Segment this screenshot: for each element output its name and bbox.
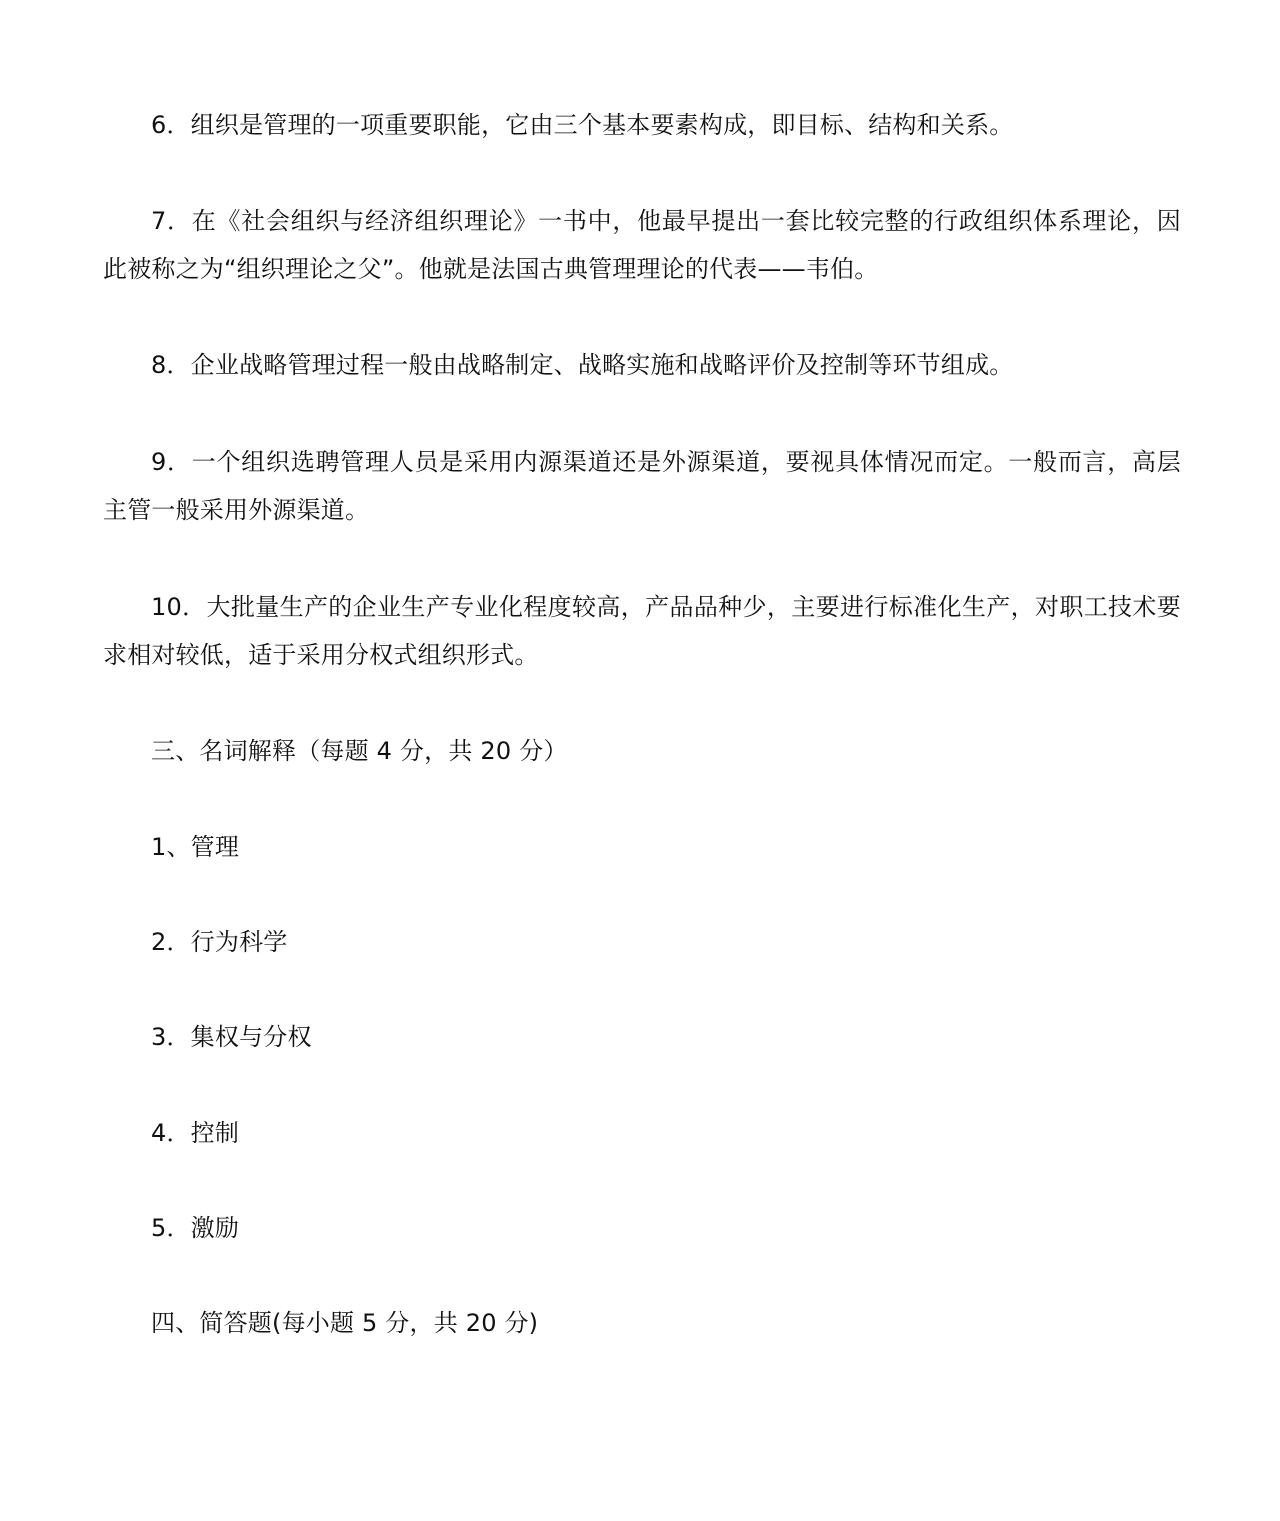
statement-7: 7．在《社会组织与经济组织理论》一书中，他最早提出一套比较完整的行政组织体系理论，因此被称之为“组织理论之父”。他就是法国古典管理理论的代表——韦伯。 xyxy=(103,207,1181,283)
term-item-2: 2．行为科学 xyxy=(151,928,288,956)
statement-8: 8．企业战略管理过程一般由战略制定、战略实施和战略评价及控制等环节组成。 xyxy=(151,351,1014,379)
term-item-4: 4．控制 xyxy=(151,1119,240,1147)
statement-10: 10．大批量生产的企业生产专业化程度较高，产品品种少，主要进行标准化生产，对职工技术要求相对较低，适于采用分权式组织形式。 xyxy=(103,593,1181,669)
section-3-heading: 三、名词解释（每题 4 分，共 20 分） xyxy=(151,737,568,765)
term-item-3: 3．集权与分权 xyxy=(151,1023,312,1051)
statement-9: 9．一个组织选聘管理人员是采用内源渠道还是外源渠道，要视具体情况而定。一般而言，高层主管一般采用外源渠道。 xyxy=(103,448,1181,524)
section-4-heading: 四、简答题(每小题 5 分，共 20 分) xyxy=(151,1309,539,1337)
term-item-1: 1、管理 xyxy=(151,833,240,861)
statement-6: 6．组织是管理的一项重要职能，它由三个基本要素构成，即目标、结构和关系。 xyxy=(151,111,1014,139)
term-item-5: 5．激励 xyxy=(151,1214,240,1242)
